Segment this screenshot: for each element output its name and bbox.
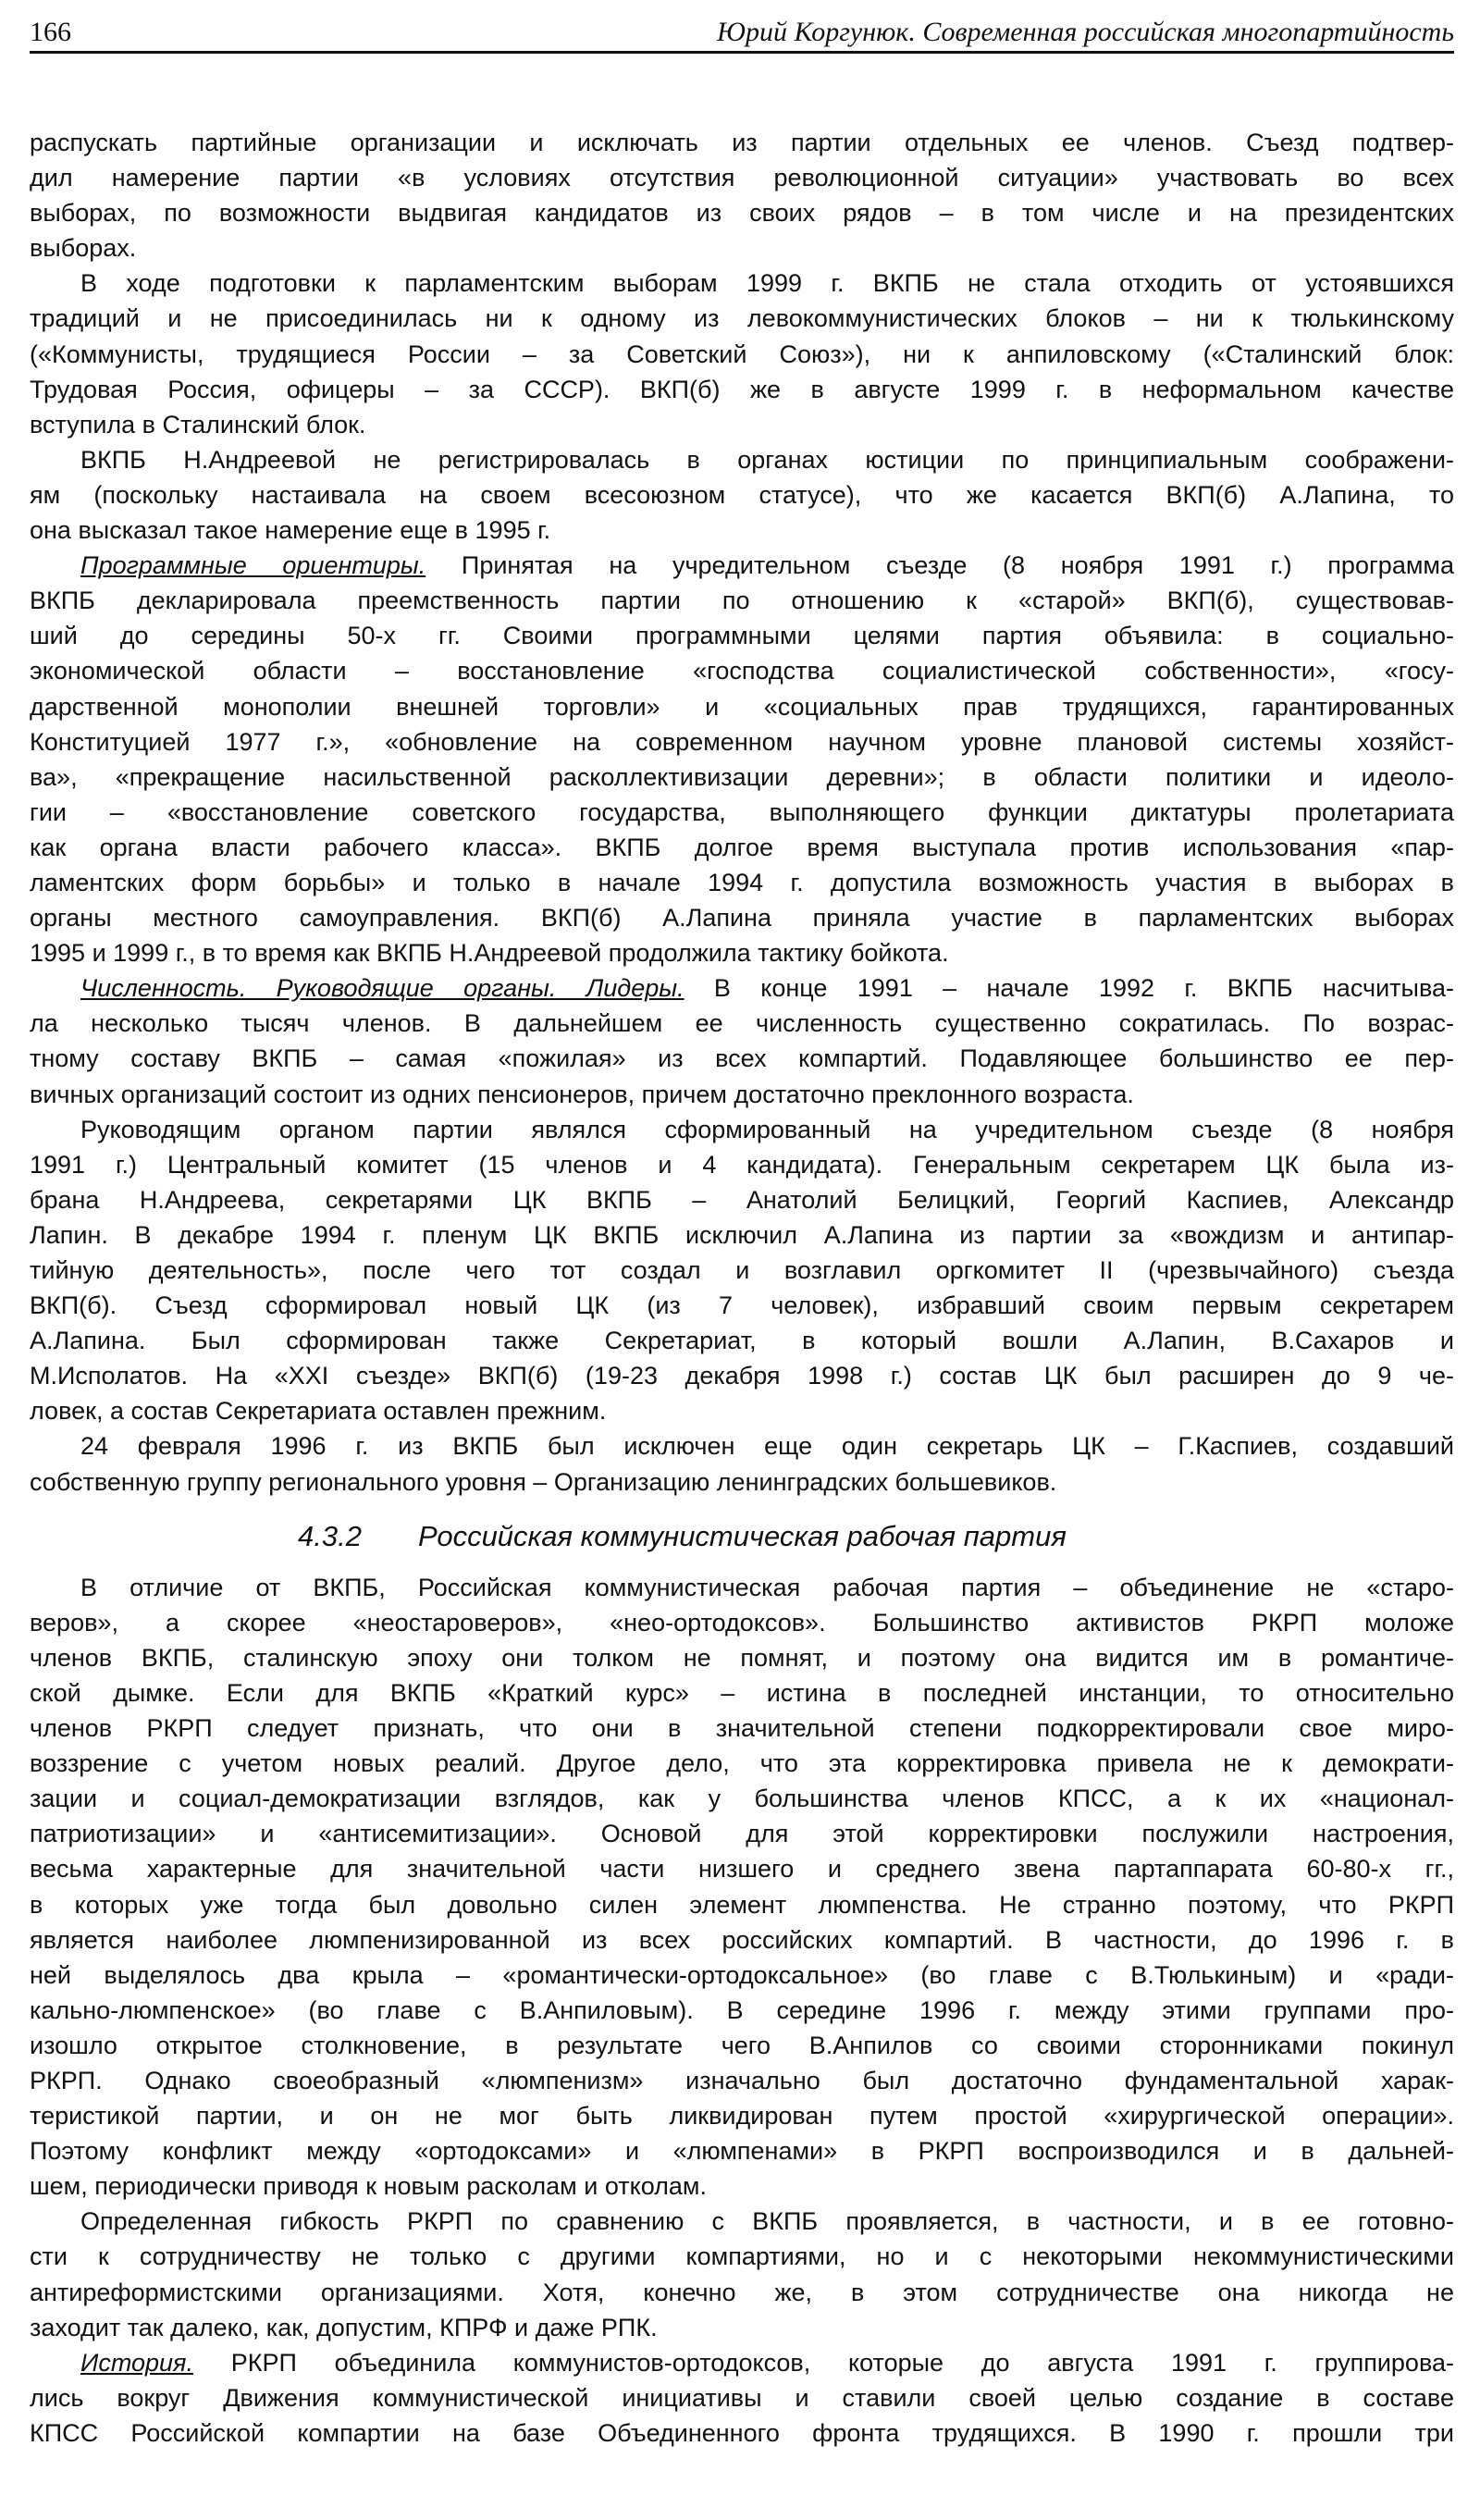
text-line: ламентских форм борьбы» и только в начале 1994 г. допустила возможность участия в выборах в bbox=[30, 868, 1454, 896]
text-line: ней выделялось два крыла – «романтически-ортодоксальное» (во главе с В.Тюлькиным) и «ради- bbox=[30, 1960, 1454, 1989]
running-title: Юрий Коргунюк. Современная российская многопартийность bbox=[716, 17, 1454, 47]
inline-heading: Программные ориентиры. bbox=[80, 551, 426, 580]
text-line: органы местного самоуправления. ВКП(б) А.Лапина приняла участие в парламентских выборах bbox=[30, 904, 1454, 933]
text-line: Определенная гибкость РКРП по сравнению с ВКПБ проявляется, в частности, и в ее готовно- bbox=[80, 2207, 1454, 2236]
text-line: выборах, по возможности выдвигая кандидатов из своих рядов – в том числе и на президентских bbox=[30, 199, 1454, 228]
text-line: 24 февраля 1996 г. из ВКПБ был исключен еще один секретарь ЦК – Г.Каспиев, создавший bbox=[80, 1432, 1454, 1461]
text-line: тному составу ВКПБ – самая «пожилая» из всех компартий. Подавляющее большинство ее пер- bbox=[30, 1044, 1454, 1073]
paragraph bbox=[30, 1570, 1454, 2205]
text-line: ловек, а состав Секретариата оставлен прежним. bbox=[30, 1397, 607, 1426]
text-line: ВКП(б). Съезд сформировал новый ЦК (из 7 человек), избравший своим первым секретарем bbox=[30, 1291, 1454, 1320]
text-line: ва», «прекращение насильственной расколлективизации деревни»; в области политики и идеоло- bbox=[30, 762, 1454, 791]
inline-heading: История. bbox=[80, 2348, 193, 2377]
text-line: веров», а скорее «неостароверов», «нео-ортодоксов». Большинство активистов РКРП моложе bbox=[30, 1608, 1454, 1637]
text-line: РКРП. Однако своеобразный «люмпенизм» изначально был достаточно фундаментальной харак- bbox=[30, 2066, 1454, 2094]
text-line: брана Н.Андреева, секретарями ЦК ВКПБ – Анатолий Белицкий, Георгий Каспиев, Александр bbox=[30, 1185, 1454, 1214]
text-line: КПСС Российской компартии на базе Объединенного фронта трудящихся. В 1990 г. прошли три bbox=[30, 2418, 1454, 2447]
text-line: Руководящим органом партии являлся сформированный на учредительном съезде (8 ноября bbox=[80, 1115, 1454, 1143]
text-line: ской дымке. Если для ВКПБ «Краткий курс» – истина в последней инстанции, то относительно bbox=[30, 1678, 1454, 1707]
page-number: 166 bbox=[30, 17, 71, 47]
text-line: кально-люмпенское» (во главе с В.Анпиловым). В середине 1996 г. между этими группами про- bbox=[30, 1995, 1454, 2024]
text-line: воззрение с учетом новых реалий. Другое дело, что эта корректировка привела не к демократи- bbox=[30, 1749, 1454, 1778]
text-span: РКРП объединила коммунистов-ортодоксов, которые до августа 1991 г. группирова- bbox=[192, 2348, 1454, 2377]
text-line: экономической области – восстановление «господства социалистической собственности», «госу- bbox=[30, 657, 1454, 686]
text-line: дарственной монополии внешней торговли» и «социальных прав трудящихся, гарантированных bbox=[30, 692, 1454, 721]
text-span: В конце 1991 – начале 1992 г. ВКПБ насчитыва- bbox=[684, 974, 1454, 1003]
text-line bbox=[30, 548, 1454, 583]
text-line: тийную деятельность», после чего тот создал и возглавил оргкомитет II (чрезвычайного) съезда bbox=[30, 1256, 1454, 1284]
text-line: Поэтому конфликт между «ортодоксами» и «люмпенами» в РКРП воспроизводился и в дальней- bbox=[30, 2137, 1454, 2166]
page-header bbox=[30, 11, 1454, 54]
text-line: 1991 г.) Центральный комитет (15 членов и 4 кандидата). Генеральным секретарем ЦК была из- bbox=[30, 1150, 1454, 1179]
text-line: распускать партийные организации и исключать из партии отдельных ее членов. Съезд подтвер- bbox=[30, 129, 1454, 156]
text-line: вичных организаций состоит из одних пенсионеров, причем достаточно преклонного возраста. bbox=[30, 1080, 1134, 1108]
text-line: Трудовая Россия, офицеры – за СССР). ВКП(б) же в августе 1999 г. в неформальном качестве bbox=[30, 375, 1454, 403]
text-line: 1995 и 1999 г., в то время как ВКПБ Н.Андреевой продолжила тактику бойкота. bbox=[30, 939, 949, 968]
text-span: Принятая на учредительном съезде (8 ноября 1991 г.) программа bbox=[426, 551, 1454, 580]
text-line: ла несколько тысяч членов. В дальнейшем ее численность существенно сократилась. По возрас- bbox=[30, 1009, 1454, 1038]
paragraph bbox=[30, 1428, 1454, 1499]
paragraph bbox=[30, 125, 1454, 266]
text-line: гии – «восстановление советского государства, выполняющего функции диктатуры пролетариата bbox=[30, 797, 1454, 826]
text-line: весьма характерные для значительной части низшего и среднего звена партаппарата 60-80-х гг., bbox=[30, 1855, 1454, 1884]
text-line: В отличие от ВКПБ, Российская коммунистическая рабочая партия – объединение не «старо- bbox=[80, 1573, 1454, 1601]
text-line: дил намерение партии «в условиях отсутствия революционной ситуации» участвовать во всех bbox=[30, 164, 1454, 192]
text-line: шем, периодически приводя к новым расколам и отколам. bbox=[30, 2172, 707, 2201]
text-line: лись вокруг Движения коммунистической инициативы и ставили своей целью создание в составе bbox=[30, 2383, 1454, 2412]
text-line: ям (поскольку настаивала на своем всесоюзном статусе), что же касается ВКП(б) А.Лапина, то bbox=[30, 480, 1454, 509]
text-line: А.Лапина. Был сформирован также Секретариат, в который вошли А.Лапин, В.Сахаров и bbox=[30, 1327, 1454, 1355]
text-line: В ходе подготовки к парламентским выборам 1999 г. ВКПБ не стала отходить от устоявшихся bbox=[80, 269, 1454, 298]
text-line: собственную группу регионального уровня – Организацию ленинградских большевиков. bbox=[30, 1467, 1057, 1496]
text-line: ВКПБ Н.Андреевой не регистрировалась в органах юстиции по принципиальным соображени- bbox=[80, 445, 1454, 474]
text-line: сти к сотрудничеству не только с другими компартиями, но и с некоторыми некоммунистическими bbox=[30, 2242, 1454, 2271]
text-line bbox=[30, 2345, 1454, 2380]
paragraph bbox=[30, 1112, 1454, 1429]
paragraph bbox=[30, 2204, 1454, 2344]
text-line: Конституцией 1977 г.», «обновление на современном научном уровне плановой системы хозяйст- bbox=[30, 727, 1454, 756]
text-line: теристикой партии, и он не мог быть ликвидирован путем простой «хирургической операции». bbox=[30, 2102, 1454, 2131]
text-line: зации и социал-демократизации взглядов, как у большинства членов КПСС, а к их «национал- bbox=[30, 1785, 1454, 1813]
text-line: заходит так далеко, как, допустим, КПРФ и даже РПК. bbox=[30, 2313, 658, 2341]
text-line: вступила в Сталинский блок. bbox=[30, 410, 366, 439]
paragraph bbox=[30, 266, 1454, 441]
text-line: («Коммунисты, трудящиеся России – за Советский Союз»), ни к анпиловскому («Сталинский блок: bbox=[30, 340, 1454, 368]
paragraph bbox=[30, 548, 1454, 970]
text-line: антиреформистскими организациями. Хотя, конечно же, в этом сотрудничестве она никогда не bbox=[30, 2278, 1454, 2306]
text-line: в которых уже тогда был довольно силен элемент люмпенства. Не странно поэтому, что РКРП bbox=[30, 1890, 1454, 1919]
text-line: изошло открытое столкновение, в результате чего В.Анпилов со своими сторонниками покинул bbox=[30, 2031, 1454, 2059]
paragraph bbox=[30, 970, 1454, 1111]
text-line: ший до середины 50-х гг. Своими программными целями партия объявила: в социально- bbox=[30, 622, 1454, 650]
text-line: как органа власти рабочего класса». ВКПБ долгое время выступала против использования «пар- bbox=[30, 833, 1454, 861]
text-line: выборах. bbox=[30, 234, 137, 263]
text-line: она высказал такое намерение еще в 1995 г. bbox=[30, 516, 551, 545]
section-title: Российская коммунистическая рабочая партия bbox=[418, 1519, 1067, 1552]
paragraph bbox=[30, 442, 1454, 548]
text-line: членов РКРП следует признать, что они в значительной степени подкорректировали свое миро- bbox=[30, 1714, 1454, 1743]
text-line: является наиболее люмпенизированной из всех российских компартий. В частности, до 1996 г. в bbox=[30, 1925, 1454, 1954]
text-line bbox=[30, 970, 1454, 1006]
text-line: традиций и не присоединилась ни к одному из левокоммунистических блоков – ни к тюлькинскому bbox=[30, 304, 1454, 333]
section-number: 4.3.2 bbox=[298, 1519, 362, 1552]
header-rule bbox=[30, 51, 1454, 54]
text-line: ВКПБ декларировала преемственность партии по отношению к «старой» ВКП(б), существовав- bbox=[30, 587, 1454, 615]
text-line: членов ВКПБ, сталинскую эпоху они толком не помнят, и поэтому она видится им в романтиче- bbox=[30, 1643, 1454, 1672]
body-text bbox=[30, 125, 1454, 2451]
section-heading bbox=[30, 1502, 1454, 1570]
text-line: М.Исполатов. На «XXI съезде» ВКП(б) (19-23 декабря 1998 г.) состав ЦК был расширен до 9 че- bbox=[30, 1362, 1454, 1390]
text-line: патриотизации» и «антисемитизации». Основой для этой корректировки послужили настроения, bbox=[30, 1820, 1454, 1848]
text-line: Лапин. В декабре 1994 г. пленум ЦК ВКПБ исключил А.Лапина из партии за «вождизм и антипар- bbox=[30, 1220, 1454, 1249]
inline-heading: Численность. Руководящие органы. Лидеры. bbox=[80, 974, 684, 1003]
paragraph bbox=[30, 2345, 1454, 2451]
